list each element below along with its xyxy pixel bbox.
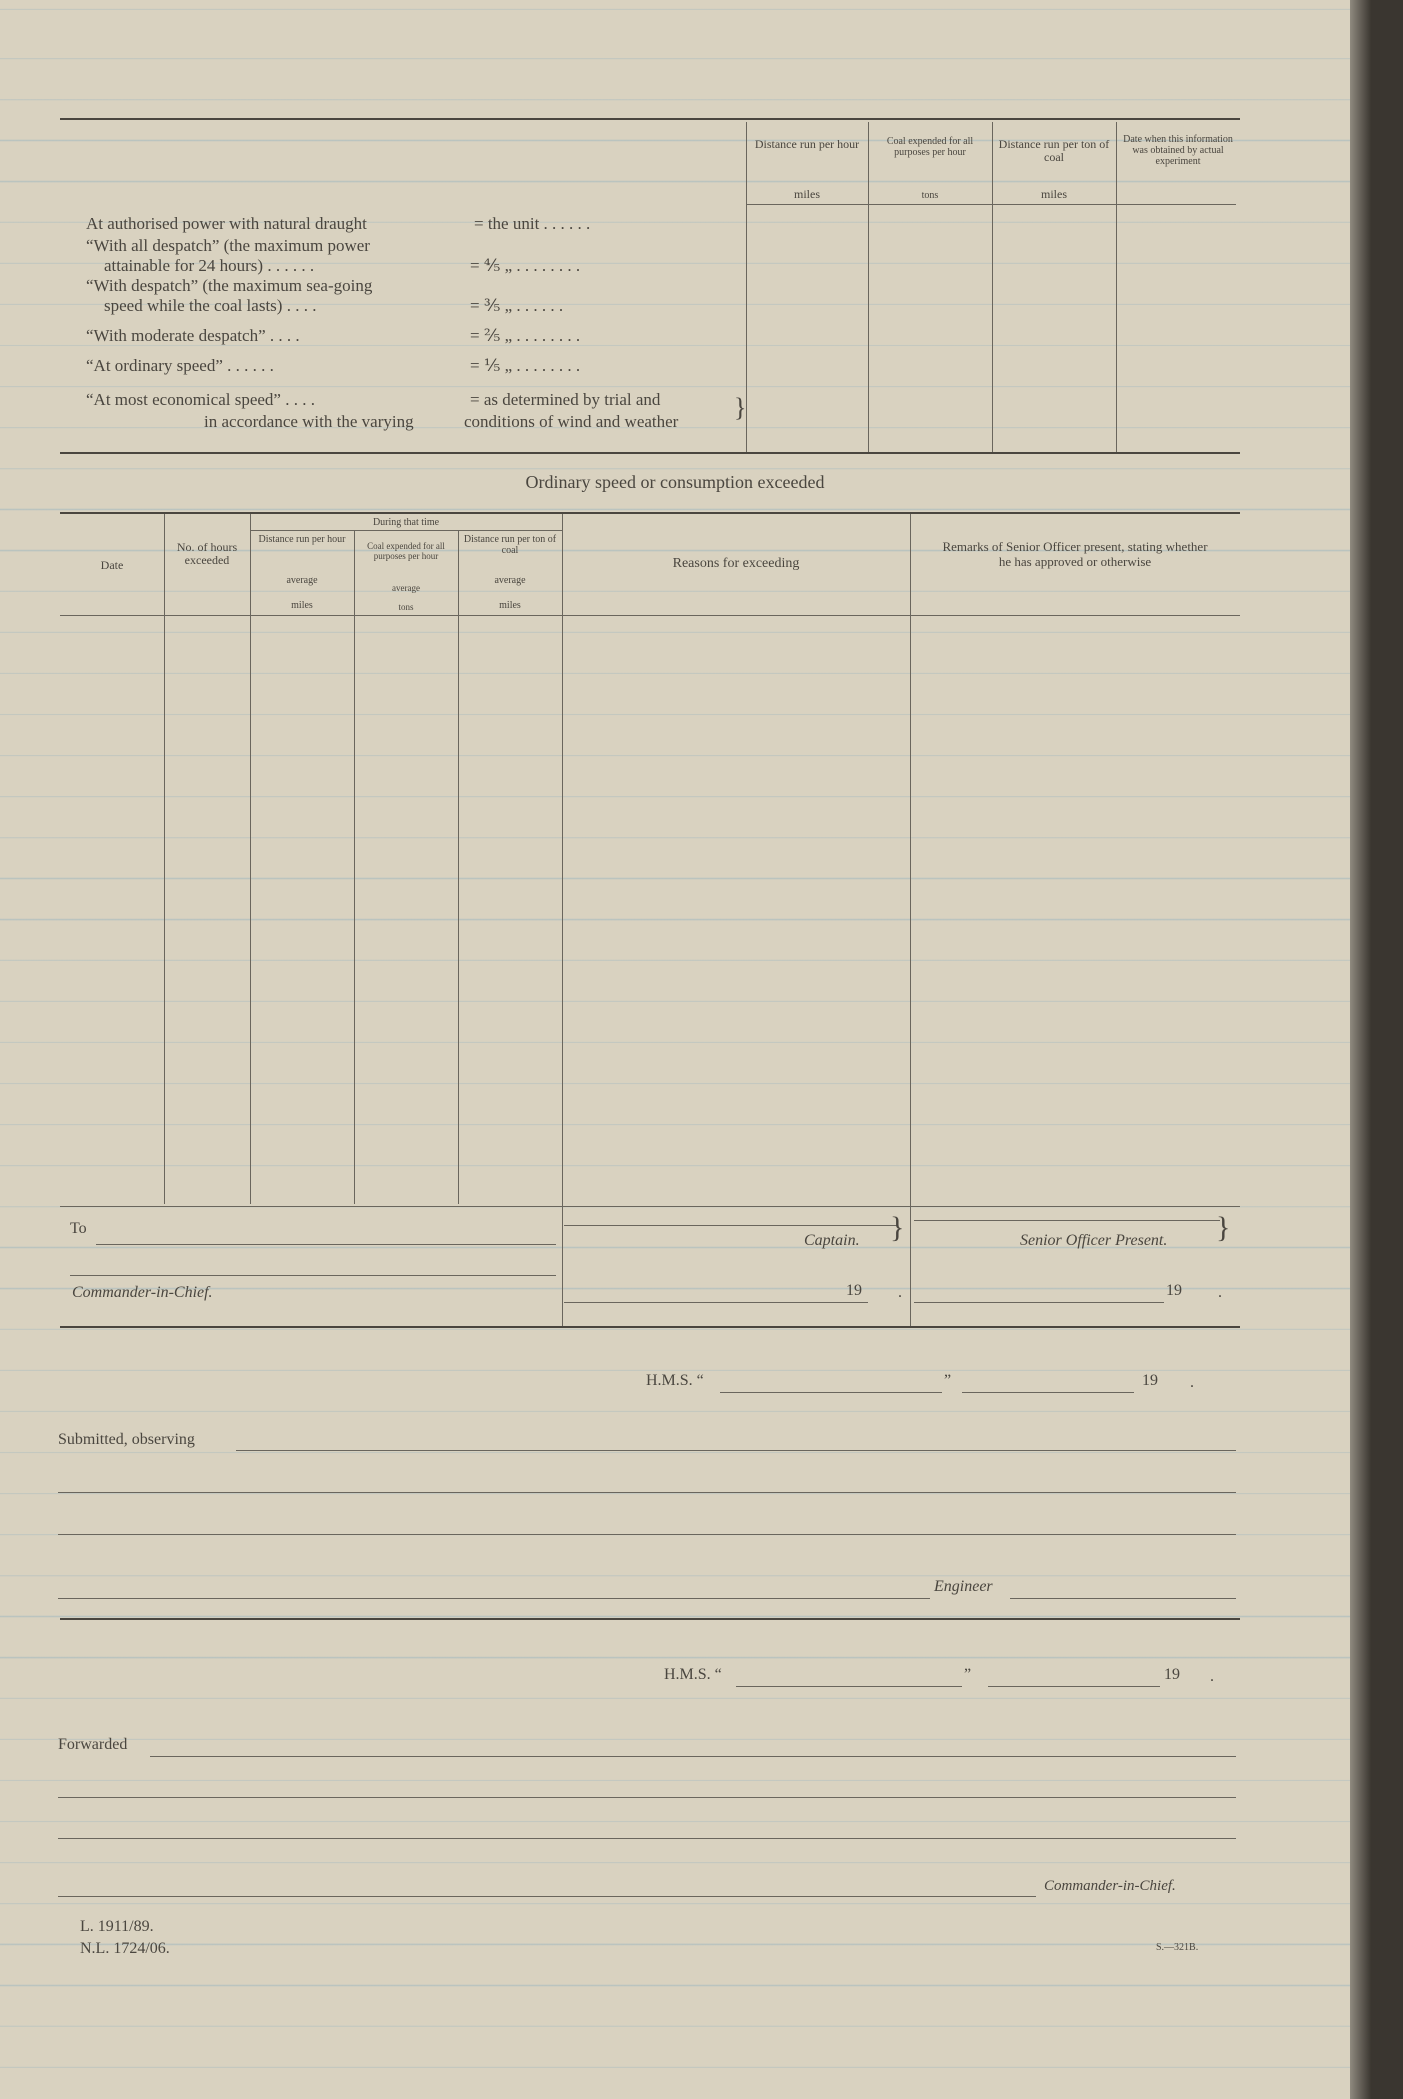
col-hours: No. of hours exceeded — [176, 540, 238, 567]
date-line — [988, 1686, 1160, 1687]
hms-year: 19 — [1142, 1372, 1158, 1389]
engineer-label: Engineer — [934, 1578, 993, 1595]
dot: . — [1218, 1284, 1222, 1301]
senior-year: 19 — [1166, 1282, 1182, 1299]
header-date-obtained: Date when this information was obtained by actual experiment — [1123, 134, 1233, 167]
to-label: To — [70, 1220, 87, 1237]
to-line-2 — [70, 1275, 556, 1276]
dot: . — [1210, 1668, 1214, 1685]
row-label: attainable for 24 hours) . . . . . . — [104, 256, 315, 275]
forwarded-line-3 — [58, 1838, 1236, 1839]
col-date: Date — [100, 558, 124, 572]
header-rule — [746, 204, 1236, 205]
hms-label: H.M.S. “ — [664, 1666, 722, 1683]
col-divider — [1116, 122, 1117, 452]
col-divider — [562, 514, 563, 1326]
during-rule — [250, 530, 562, 531]
forwarded-line — [150, 1756, 1236, 1757]
captain-date-line — [564, 1302, 868, 1303]
col-divider — [458, 530, 459, 1204]
quote-close: ” — [944, 1372, 952, 1389]
engineer-line-2 — [1010, 1598, 1236, 1599]
signature-bottom-rule — [60, 1326, 1240, 1328]
signature-top-rule — [60, 1206, 1240, 1207]
commander-line — [58, 1896, 1036, 1897]
col-divider — [164, 514, 165, 1204]
form-code: S.—321B. — [1156, 1942, 1199, 1953]
row-label: “With despatch” (the maximum sea-going — [86, 276, 373, 295]
forwarded-label: Forwarded — [58, 1736, 128, 1753]
submitted-line — [236, 1450, 1236, 1451]
col-coal: Coal expended for all purposes per hour — [367, 541, 445, 561]
forwarded-line-2 — [58, 1797, 1236, 1798]
col-distance: Distance run per hour — [258, 534, 346, 545]
during-that-time-label: During that time — [372, 517, 440, 528]
hms-label: H.M.S. “ — [646, 1372, 704, 1389]
engineer-line — [58, 1598, 930, 1599]
reference-1: L. 1911/89. — [80, 1918, 154, 1935]
row-label: in accordance with the varying — [204, 412, 414, 431]
commander-label: Commander-in-Chief. — [1044, 1878, 1176, 1894]
captain-year: 19 — [846, 1282, 862, 1299]
row-value: conditions of wind and weather — [464, 412, 679, 431]
dot: . — [898, 1284, 902, 1301]
row-value: = the unit . . . . . . — [474, 214, 591, 233]
col-divider — [992, 122, 993, 452]
row-value: = ⅖ „ . . . . . . . . — [470, 326, 581, 345]
col-distance-per-ton: Distance run per ton of coal — [463, 534, 557, 556]
brace-mark: } — [890, 1211, 905, 1244]
exceeded-top-rule — [60, 512, 1240, 514]
page-edge — [1350, 0, 1403, 2099]
submitted-label: Submitted, observing — [58, 1431, 195, 1448]
ship-name-line — [736, 1686, 962, 1687]
row-value: = as determined by trial and — [470, 390, 661, 409]
brace-mark: } — [1216, 1211, 1231, 1244]
senior-date-line — [914, 1302, 1164, 1303]
header-unit-miles-2: miles — [1041, 187, 1067, 201]
senior-sign-line — [914, 1220, 1220, 1221]
top-rule — [60, 118, 1240, 120]
brace-mark: } — [734, 393, 747, 422]
commander-label: Commander-in-Chief. — [72, 1284, 213, 1301]
header-coal-expended: Coal expended for all purposes per hour — [886, 136, 974, 158]
header-bottom-rule — [60, 615, 1240, 616]
table-bottom-rule — [60, 452, 1240, 454]
row-label: “With all despatch” (the maximum power — [86, 236, 370, 255]
row-label: At authorised power with natural draught — [86, 214, 367, 233]
section-rule — [60, 1618, 1240, 1620]
ship-name-line — [720, 1392, 942, 1393]
header-distance-per-ton: Distance run per ton of coal — [998, 137, 1110, 164]
avg-label: average — [392, 583, 420, 593]
dot: . — [1190, 1374, 1194, 1391]
row-label: speed while the coal lasts) . . . . — [104, 296, 317, 315]
col-remarks: Remarks of Senior Officer present, stating whether he has approved or otherwise — [942, 539, 1208, 569]
section-title: Ordinary speed or consumption exceeded — [525, 472, 825, 492]
quote-close: ” — [964, 1666, 972, 1683]
hms-year: 19 — [1164, 1666, 1180, 1683]
unit-tons: tons — [398, 602, 414, 612]
header-distance-run: Distance run per hour — [754, 137, 860, 151]
reference-2: N.L. 1724/06. — [80, 1940, 170, 1957]
col-divider — [250, 514, 251, 1204]
col-divider — [910, 514, 911, 1326]
unit-miles: miles — [499, 600, 521, 611]
avg-label: average — [494, 575, 526, 586]
row-value: = ⅕ „ . . . . . . . . — [470, 356, 581, 375]
row-value: = ⅗ „ . . . . . . — [470, 296, 564, 315]
unit-miles: miles — [291, 600, 313, 611]
row-label: “At ordinary speed” . . . . . . — [86, 356, 274, 375]
row-label: “At most economical speed” . . . . — [86, 390, 315, 409]
submitted-line-3 — [58, 1534, 1236, 1535]
avg-label: average — [286, 575, 318, 586]
row-label: “With moderate despatch” . . . . — [86, 326, 300, 345]
col-reasons: Reasons for exceeding — [672, 556, 800, 571]
header-unit-tons: tons — [921, 190, 939, 201]
senior-officer-label: Senior Officer Present. — [1020, 1232, 1168, 1249]
date-line — [962, 1392, 1134, 1393]
submitted-line-2 — [58, 1492, 1236, 1493]
row-value: = ⅘ „ . . . . . . . . — [470, 256, 581, 275]
col-divider — [354, 530, 355, 1204]
to-line — [96, 1244, 556, 1245]
col-divider — [868, 122, 869, 452]
header-unit-miles: miles — [794, 187, 820, 201]
captain-label: Captain. — [804, 1232, 860, 1249]
captain-sign-line — [564, 1225, 898, 1226]
